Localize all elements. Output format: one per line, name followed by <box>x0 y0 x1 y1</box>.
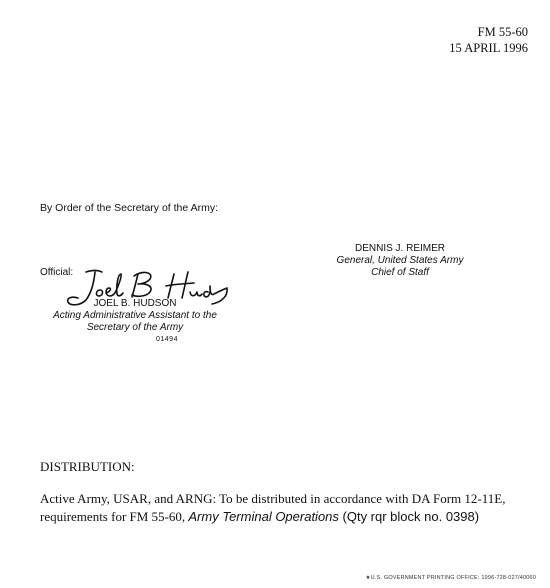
publication-date: 15 APRIL 1996 <box>449 41 528 55</box>
by-order-line: By Order of the Secretary of the Army: <box>40 202 218 214</box>
official-name: JOEL B. HUDSON <box>93 298 177 309</box>
official-block <box>20 298 250 334</box>
official-title-2: Secretary of the Army <box>86 322 184 333</box>
chief-of-staff-block <box>325 243 475 279</box>
distribution-heading: DISTRIBUTION: <box>40 459 135 474</box>
distribution-text-part2: (Qty rqr block no. 0398) <box>338 509 480 524</box>
publication-title: Army Terminal Operations <box>188 509 339 524</box>
chief-of-staff-title-2: Chief of Staff <box>371 267 429 278</box>
official-title-1: Acting Administrative Assistant to the <box>53 310 217 321</box>
distribution-text <box>40 490 510 526</box>
chief-of-staff-title-1: General, United States Army <box>336 255 464 266</box>
distribution-text-part1: Active Army, USAR, and ARNG: To be distributed in accordance with DA Form 12-11E, requirements for FM 55-60, <box>40 491 506 524</box>
publication-header <box>449 24 528 56</box>
official-label: Official: <box>40 267 74 278</box>
printing-office-footer: ★U.S. GOVERNMENT PRINTING OFFICE: 1996-728-027/40060 <box>365 575 536 581</box>
publication-number: FM 55-60 <box>477 25 528 39</box>
document-number: 01494 <box>156 336 178 343</box>
chief-of-staff-name: DENNIS J. REIMER <box>354 243 445 254</box>
